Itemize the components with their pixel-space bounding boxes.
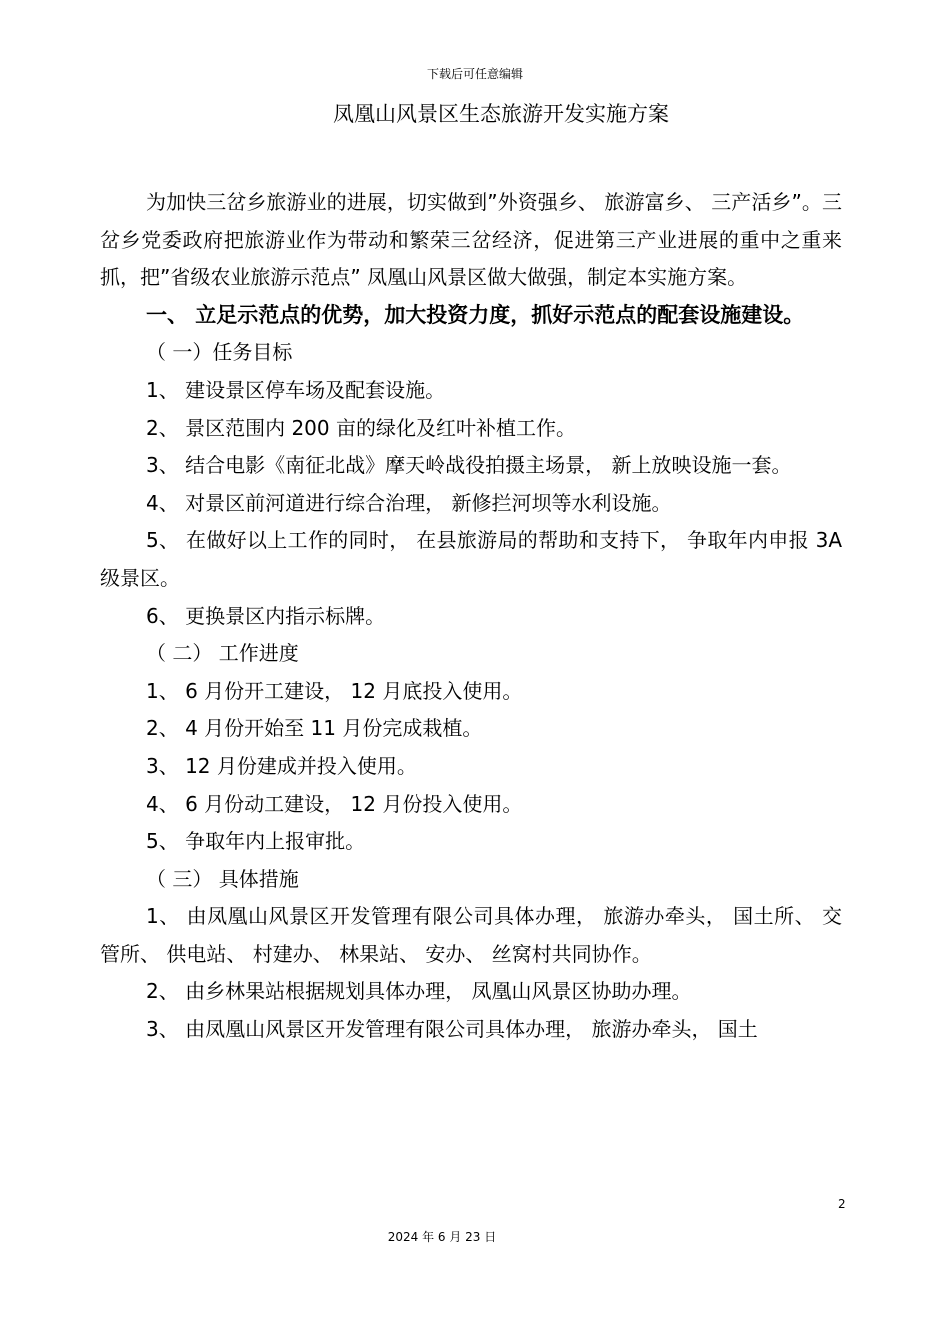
- list-item: 4、 6 月份动工建设， 12 月份投入使用。: [146, 791, 523, 816]
- list-item: 2、 景区范围内 200 亩的绿化及红叶补植工作。: [146, 415, 576, 440]
- document-title: 凤凰山风景区生态旅游开发实施方案: [333, 102, 669, 126]
- list-item: 2、 4 月份开始至 11 月份完成栽植。: [146, 716, 483, 741]
- list-item: 3、 由凤凰山风景区开发管理有限公司具体办理， 旅游办牵头， 国土: [146, 1017, 758, 1042]
- page-number: 2: [838, 1197, 846, 1211]
- list-item: 3、 结合电影《南征北战》摩天岭战役拍摄主场景， 新上放映设施一套。: [146, 453, 792, 478]
- list-item: 5、 争取年内上报审批。: [146, 829, 366, 854]
- list-item: 4、 对景区前河道进行综合治理， 新修拦河坝等水利设施。: [146, 490, 672, 515]
- header-note: 下载后可任意编辑: [426, 67, 523, 81]
- list-item: 2、 由乡林果站根据规划具体办理， 凤凰山风景区协助办理。: [146, 979, 692, 1004]
- footer-date: 2024 年 6 月 23 日: [387, 1230, 497, 1244]
- list-item: 1、 建设景区停车场及配套设施。: [146, 377, 446, 402]
- subheading-task-goals: （ 一）任务目标: [146, 340, 293, 365]
- document-body: [100, 184, 842, 1049]
- section-heading-1: 一、 立足示范点的优势，加大投资力度，抓好示范点的配套设施建设。: [146, 302, 805, 327]
- list-item: 1、 6 月份开工建设， 12 月底投入使用。: [146, 678, 523, 703]
- subheading-work-progress: （ 二） 工作进度: [146, 641, 299, 666]
- intro-paragraph: 为加快三岔乡旅游业的进展，切实做到”外资强乡、 旅游富乡、 三产活乡”。三岔乡党委政府把旅游业作为带动和繁荣三岔经济，促进第三产业进展的重中之重来抓，把”省级农业旅游示范点” 凤凰山风景区做大做强，制定本实施方案。: [100, 190, 842, 290]
- list-item: 1、 由凤凰山风景区开发管理有限公司具体办理， 旅游办牵头， 国土所、 交管所、 供电站、 村建办、 林果站、 安办、 丝窝村共同协作。: [100, 904, 842, 966]
- list-item: 3、 12 月份建成并投入使用。: [146, 753, 417, 778]
- list-item: 6、 更换景区内指示标牌。: [146, 603, 386, 628]
- list-item: 5、 在做好以上工作的同时， 在县旅游局的帮助和支持下， 争取年内申报 3A 级景区。: [100, 528, 842, 590]
- subheading-specific-measures: （ 三） 具体措施: [146, 866, 299, 891]
